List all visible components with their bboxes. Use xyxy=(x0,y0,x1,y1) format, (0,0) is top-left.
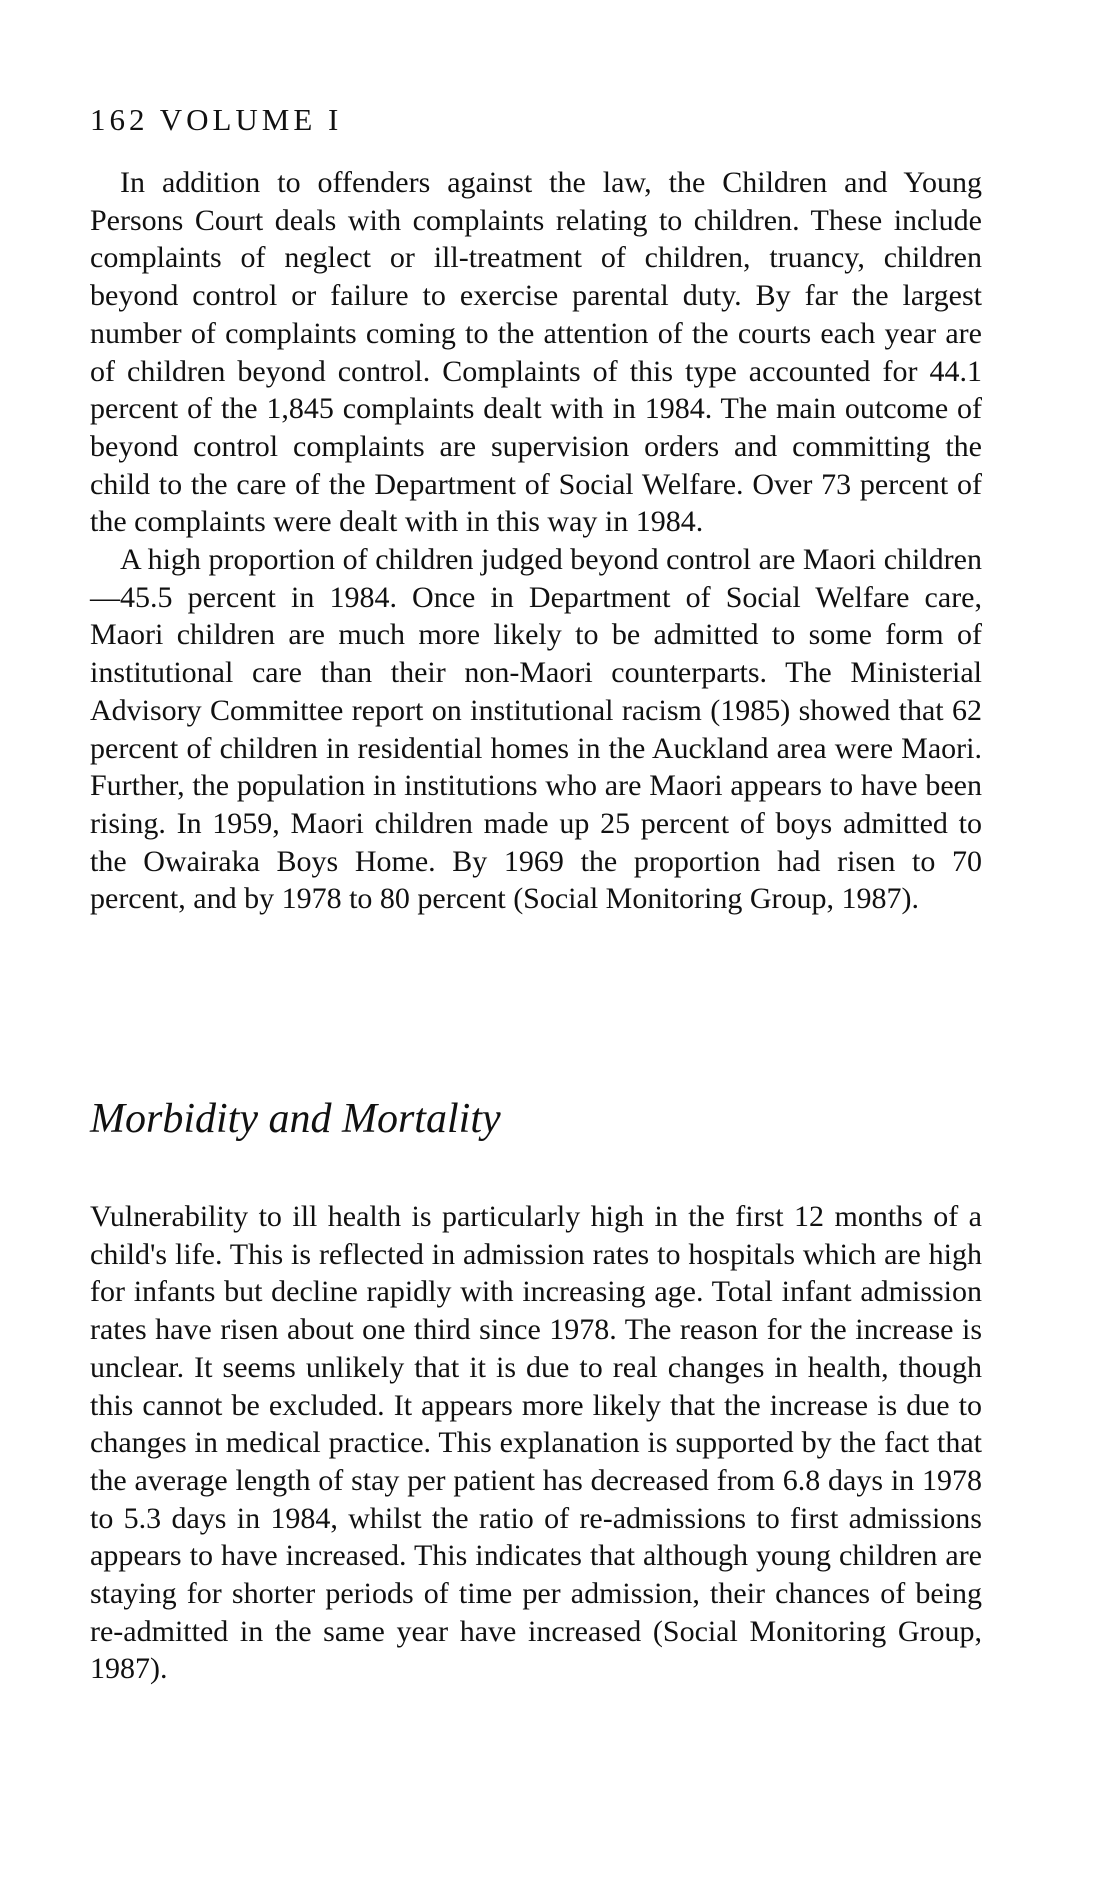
section-body-children-court xyxy=(90,164,982,918)
running-head xyxy=(90,100,342,140)
paragraph-vulnerability: Vulnerability to ill health is particularly high in the first 12 months of a child's life. This is reflected in admission rates to hospitals which are high for infants but decline rapidly with increasing age. Total infant admission rates have risen about one third since 1978. The reason for the increase is unclear. It seems unlikely that it is due to real changes in health, though this cannot be excluded. It appears more likely that the increase is due to changes in medical practice. This explanation is supported by the fact that the average length of stay per patient has decreased from 6.8 days in 1978 to 5.3 days in 1984, whilst the ratio of re-admissions to first admissions appears to have increased. This indicates that although young children are staying for shorter periods of time per admission, their chances of being re-admitted in the same year have increased (Social Monitoring Group, 1987). xyxy=(90,1200,982,1686)
section-body-morbidity xyxy=(90,1198,982,1688)
paragraph-maori-children: A high proportion of children judged beyond control are Maori children—45.5 percent in 1984. Once in Department of Social Welfare care, Maori children are much more likely to be admitted to some form of institutional care than their non-Maori counterparts. The Ministerial Advisory Committee report on institutional racism (1985) showed that 62 percent of children in residential homes in the Auckland area were Maori. Further, the population in institutions who are Maori appears to have been rising. In 1959, Maori children made up 25 percent of boys admitted to the Owairaka Boys Home. By 1969 the proportion had risen to 70 percent, and by 1978 to 80 percent (Social Monitoring Group, 1987). xyxy=(90,543,982,916)
page-number: 162 xyxy=(90,102,149,137)
section-heading-morbidity: Morbidity and Mortality xyxy=(90,1096,501,1142)
running-title: VOLUME I xyxy=(159,102,343,137)
paragraph-complaints: In addition to offenders against the law, the Children and Young Persons Court deals with complaints relating to children. These include complaints of neglect or ill-treatment of children, truancy, children beyond control or failure to exercise parental duty. By far the largest number of complaints coming to the attention of the courts each year are of children beyond control. Complaints of this type accounted for 44.1 percent of the 1,845 complaints dealt with in 1984. The main outcome of beyond control complaints are supervision orders and committing the child to the care of the Department of Social Welfare. Over 73 percent of the complaints were dealt with in this way in 1984. xyxy=(90,166,982,539)
